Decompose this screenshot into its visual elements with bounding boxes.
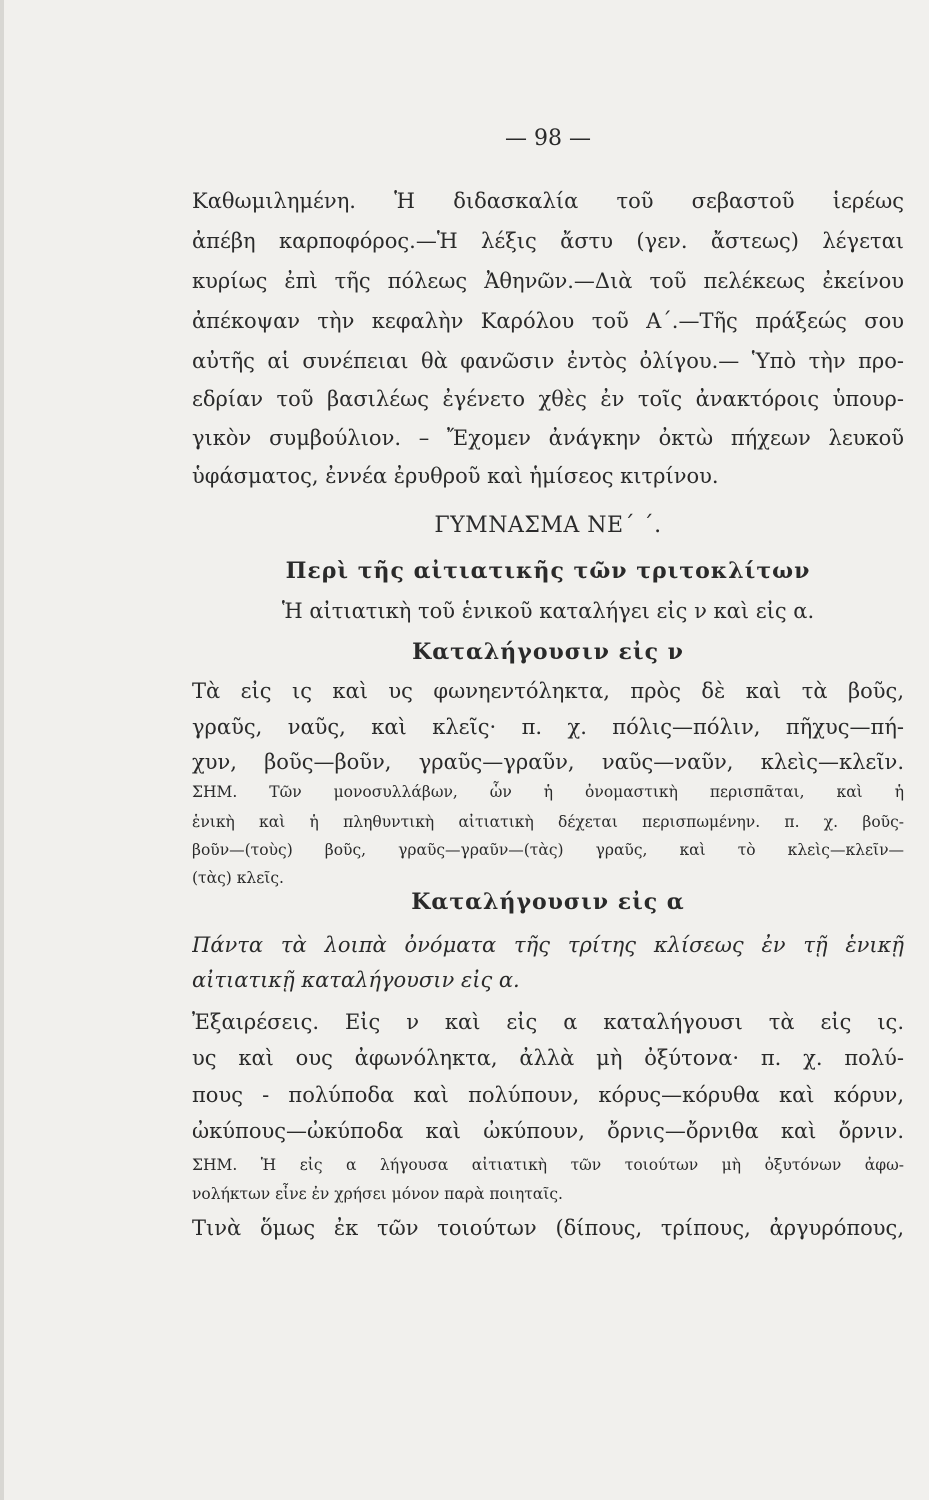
text-line: γικὸν συμβούλιον. – Ἔχομεν ἀνάγκην ὀκτὼ πήχεων λευκοῦ	[192, 426, 904, 450]
text-line: γραῦς, ναῦς, καὶ κλεῖς· π. χ. πόλις—πόλιν, πῆχυς—πή-	[192, 715, 904, 739]
text-line: Καθωμιλημένη. Ἡ διδασκαλία τοῦ σεβαστοῦ ἱερέως	[192, 189, 904, 213]
text-line: υς καὶ ους ἀφωνόληκτα, ἀλλὰ μὴ ὀξύτονα· π. χ. πολύ-	[192, 1046, 904, 1070]
heading-n: Καταλήγουσιν εἰς ν	[412, 639, 684, 665]
text-line: Τὰ εἰς ις καὶ υς φωνηεντόληκτα, πρὸς δὲ καὶ τὰ βοῦς,	[192, 679, 904, 703]
text-line: Τινὰ ὅμως ἐκ τῶν τοιούτων (δίπους, τρίπους, ἀργυρόπους,	[192, 1216, 904, 1240]
text-line: ἀπέκοψαν τὴν κεφαλὴν Καρόλου τοῦ Α΄.—Τῆς πράξεώς σου	[192, 309, 904, 333]
rule-line: Ἡ αἰτιατικὴ τοῦ ἑνικοῦ καταλήγει εἰς ν καὶ εἰς α.	[281, 599, 815, 623]
heading-a: Καταλήγουσιν εἰς α	[411, 889, 685, 915]
subheading: Περὶ τῆς αἰτιατικῆς τῶν τριτοκλίτων	[285, 558, 811, 584]
text-line: χυν, βοῦς—βοῦν, γραῦς—γραῦν, ναῦς—ναῦν, κλεὶς—κλεῖν.	[192, 750, 904, 774]
text-line: εδρίαν τοῦ βασιλέως ἐγένετο χθὲς ἐν τοῖς ἀνακτόροις ὑπουρ-	[192, 387, 904, 411]
page-number: — 98 —	[505, 126, 591, 151]
text-line: ὠκύπους—ὠκύποδα καὶ ὠκύπουν, ὄρνις—ὄρνιθα καὶ ὄρνιν.	[192, 1119, 904, 1143]
note-line: ΣΗΜ. Τῶν μονοσυλλάβων, ὧν ἡ ὀνομαστικὴ περισπᾶται, καὶ ἡ	[192, 783, 904, 801]
text-line: ἀπέβη καρποφόρος.—Ἡ λέξις ἄστυ (γεν. ἄστεως) λέγεται	[192, 229, 904, 253]
text-line: ὑφάσματος, ἐννέα ἐρυθροῦ καὶ ἡμίσεος κιτρίνου.	[192, 464, 719, 488]
note-line: νολήκτων εἶνε ἐν χρήσει μόνον παρὰ ποιηταῖς.	[192, 1185, 563, 1203]
text-line: αὐτῆς αἱ συνέπειαι θὰ φανῶσιν ἐντὸς ὀλίγου.— Ὑπὸ τὴν προ-	[192, 349, 904, 373]
text-line: κυρίως ἐπὶ τῆς πόλεως Ἀθηνῶν.—Διὰ τοῦ πελέκεως ἐκείνου	[192, 269, 904, 293]
note-line: ἑνικὴ καὶ ἡ πληθυντικὴ αἰτιατικὴ δέχεται περισπωμένην. π. χ. βοῦς-	[192, 813, 904, 831]
note-line: ΣΗΜ. Ἡ εἰς α λήγουσα αἰτιατικὴ τῶν τοιούτων μὴ ὀξυτόνων ἀφω-	[192, 1156, 904, 1174]
page-edge	[0, 0, 4, 1500]
text-line: πους - πολύποδα καὶ πολύπουν, κόρυς—κόρυθα καὶ κόρυν,	[192, 1083, 904, 1107]
text-line: Ἐξαιρέσεις. Εἰς ν καὶ εἰς α καταλήγουσι τὰ εἰς ις.	[192, 1010, 904, 1034]
text-line: αἰτιατικῇ καταλήγουσιν εἰς α.	[192, 968, 520, 992]
note-line: βοῦν—(τοὺς) βοῦς, γραῦς—γραῦν—(τὰς) γραῦς, καὶ τὸ κλεὶς—κλεῖν—	[192, 841, 904, 859]
text-line: Πάντα τὰ λοιπὰ ὀνόματα τῆς τρίτης κλίσεως ἐν τῇ ἑνικῇ	[192, 933, 904, 957]
note-line: (τὰς) κλεῖς.	[192, 869, 284, 887]
section-title: ΓΥΜΝΑΣΜΑ ΝΕ΄ ΄.	[434, 513, 662, 538]
